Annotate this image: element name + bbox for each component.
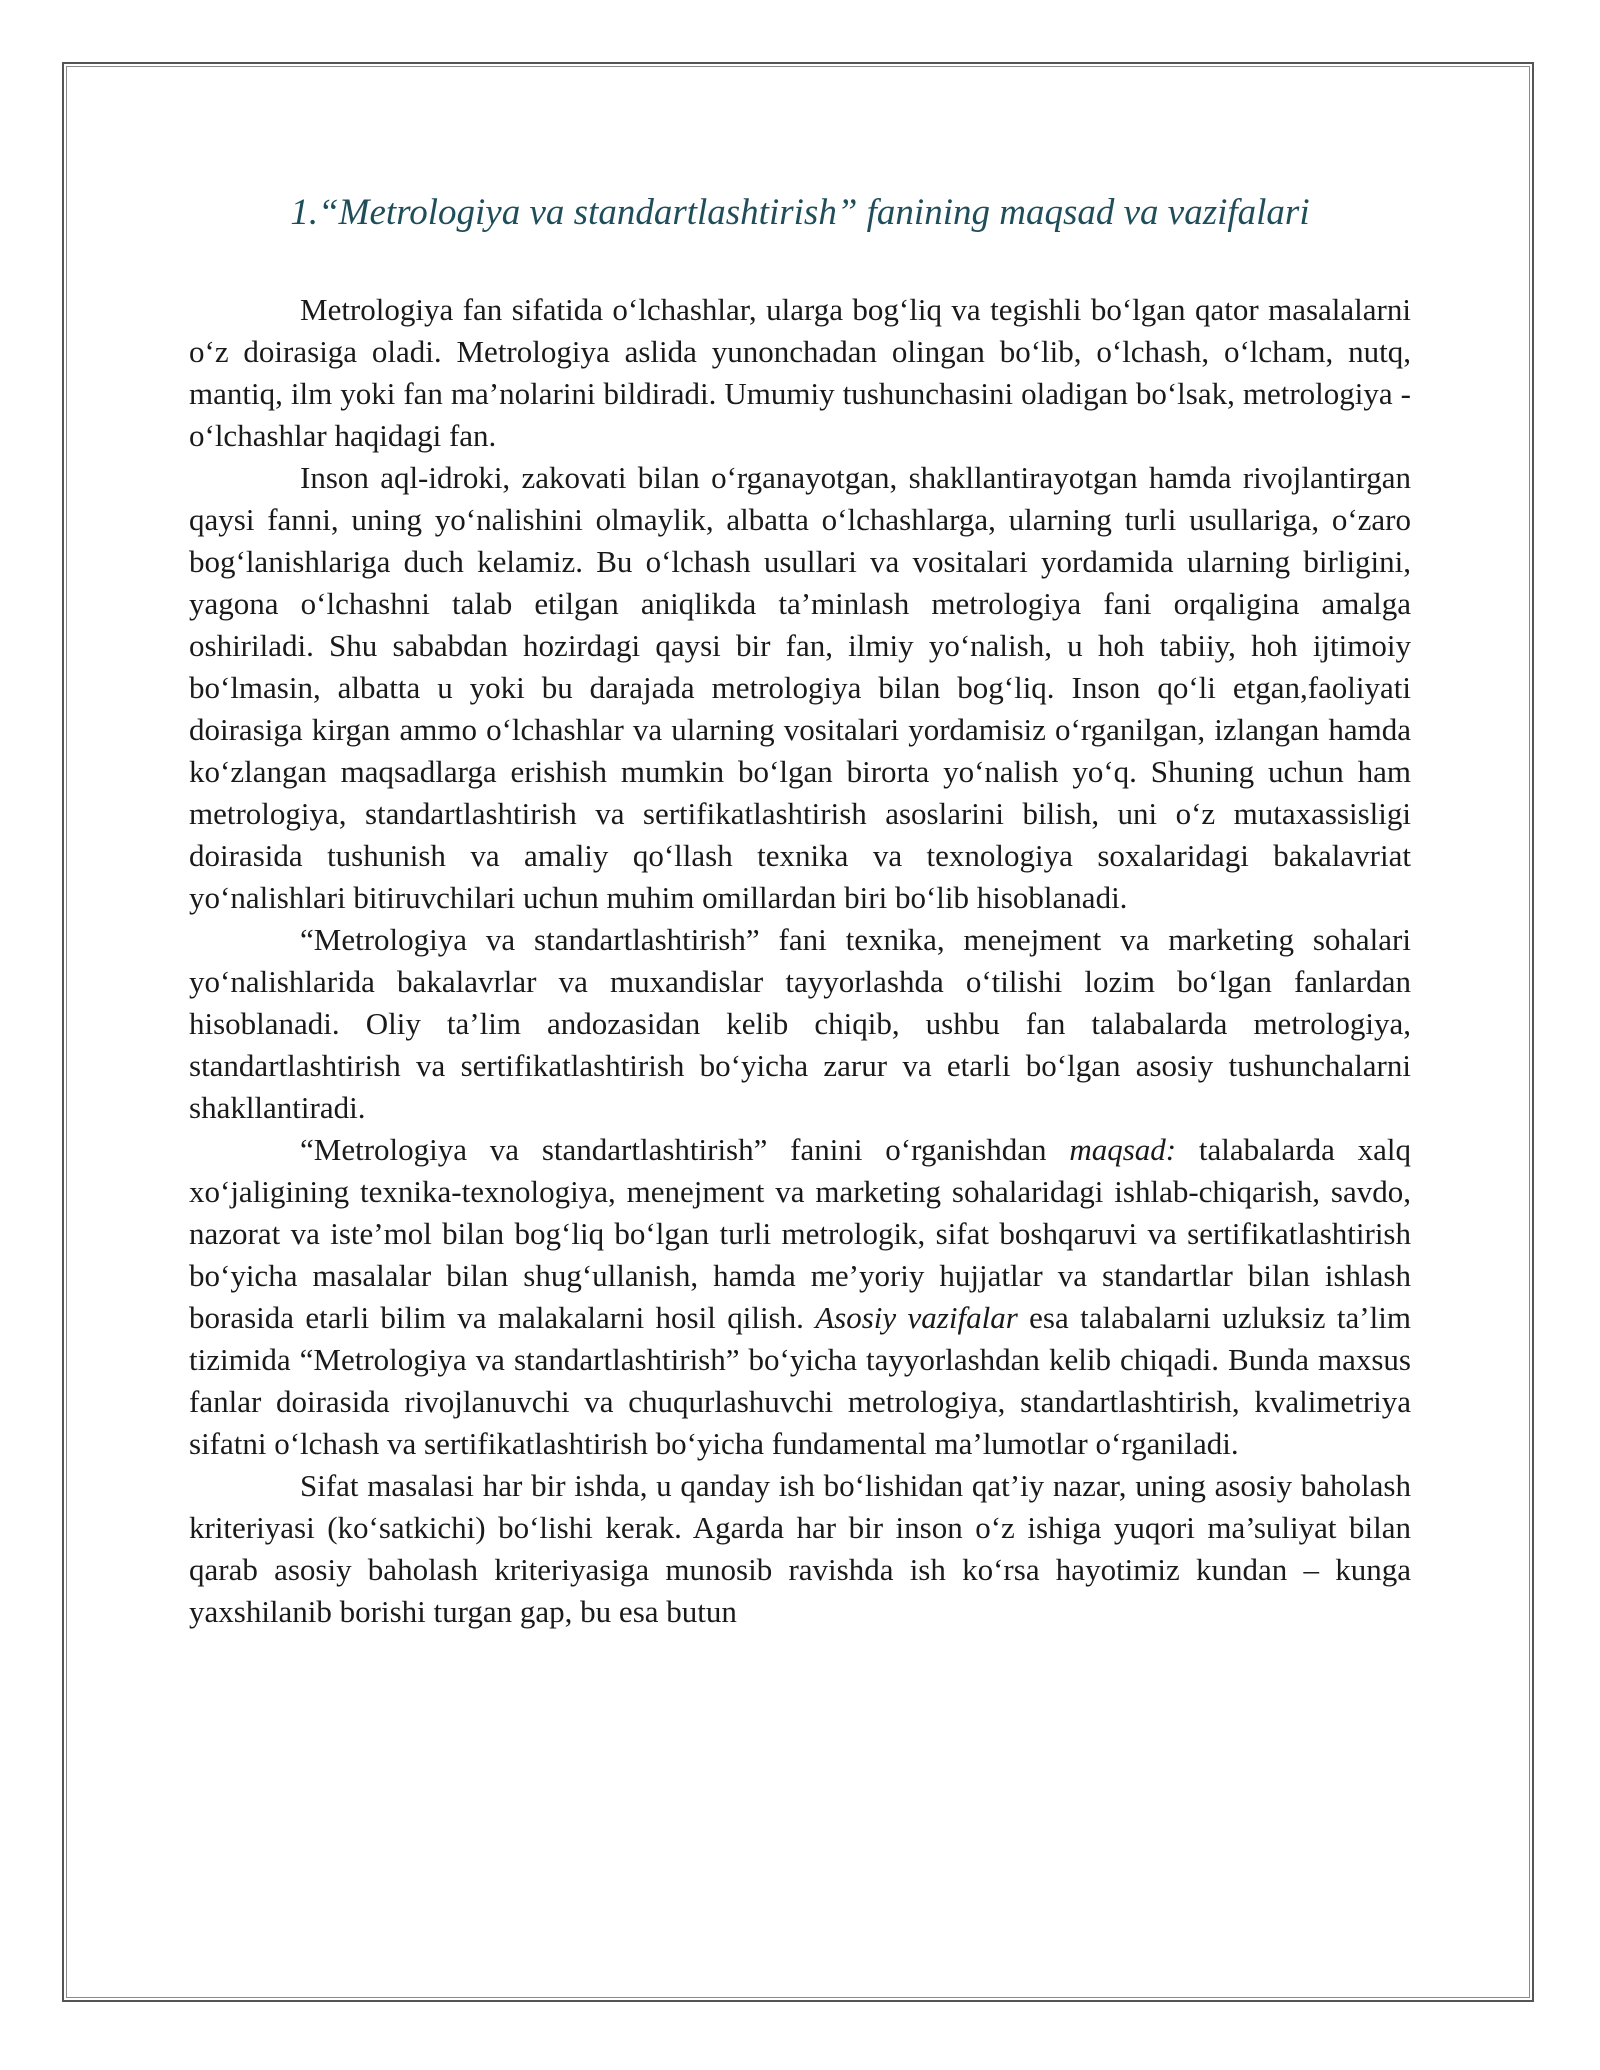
document-title: 1.“Metrologiya va standartlashtirish” fanining maqsad va vazifalari: [290, 192, 1310, 233]
paragraph-3: “Metrologiya va standartlashtirish” fani texnika, menejment va marketing sohalari yo‘nalishlarida bakalavrlar va muxandislar tayyorlashda o‘tilishi lozim bo‘lgan fanlardan hisoblanadi. Oliy ta’lim andozasidan kelib chiqib, ushbu fan talabalarda metrologiya, standartlashtirish va sertifikatlashtirish bo‘yicha zarur va etarli bo‘lgan asosiy tushunchalarni shakllantiradi.: [189, 922, 1411, 1125]
paragraph-4-text-2: talabalarda xalq xo‘jaligining texnika-texnologiya, menejment va marketing sohalaridagi ishlab-chiqarish, savdo, nazorat va iste’mol bilan bog‘liq bo‘lgan turli metrologik, sifat boshqaruvi va sertifikatlashtirish bo‘yicha masalalar bilan shug‘ullanish, hamda me’yoriy hujjatlar va standartlar bilan ishlash borasida etarli bilim va malakalarni hosil qilish.: [189, 1132, 1411, 1335]
paragraph-2: Inson aql-idroki, zakovati bilan o‘rganayotgan, shakllantirayotgan hamda rivojlantirgan qaysi fanni, uning yo‘nalishini olmaylik, albatta o‘lchashlarga, ularning turli usullariga, o‘zaro bog‘lanishlariga duch kelamiz. Bu o‘lchash usullari va vositalari yordamida ularning birligini, yagona o‘lchashni talab etilgan aniqlikda ta’minlash metrologiya fani orqaligina amalga oshiriladi. Shu sababdan hozirdagi qaysi bir fan, ilmiy yo‘nalish, u hoh tabiiy, hoh ijtimoiy bo‘lmasin, albatta u yoki bu darajada metrologiya bilan bog‘liq. Inson qo‘li etgan,faoliyati doirasiga kirgan ammo o‘lchashlar va ularning vositalari yordamisiz o‘rganilgan, izlangan hamda ko‘zlangan maqsadlarga erishish mumkin bo‘lgan birorta yo‘nalish yo‘q. Shuning uchun ham metrologiya, standartlashtirish va sertifikatlashtirish asoslarini bilish, uni o‘z mutaxassisligi doirasida tushunish va amaliy qo‘llash texnika va texnologiya soxalaridagi bakalavriat yo‘nalishlari bitiruvchilari uchun muhim omillardan biri bo‘lib hisoblanadi.: [189, 460, 1411, 915]
document-body: [189, 289, 1411, 1633]
paragraph-4-text-1: “Metrologiya va standartlashtirish” fanini o‘rganishdan: [300, 1132, 1070, 1167]
paragraph-1: Metrologiya fan sifatida o‘lchashlar, ularga bog‘liq va tegishli bo‘lgan qator masalalarni o‘z doirasiga oladi. Metrologiya aslida yunonchadan olingan bo‘lib, o‘lchash, o‘lcham, nutq, mantiq, ilm yoki fan ma’nolarini bildiradi. Umumiy tushunchasini oladigan bo‘lsak, metrologiya - o‘lchashlar haqidagi fan.: [189, 292, 1411, 453]
paragraph-4-text-3: esa talabalarni uzluksiz ta’lim tizimida “Metrologiya va standartlashtirish” bo‘yicha tayyorlashdan kelib chiqadi. Bunda maxsus fanlar doirasida rivojlanuvchi va chuqurlashuvchi metrologiya, standartlashtirish, kvalimetriya sifatni o‘lchash va sertifikatlashtirish bo‘yicha fundamental ma’lumotlar o‘rganiladi.: [189, 1300, 1411, 1461]
asosiy-vazifalar-emphasis: Asosiy vazifalar: [815, 1300, 1018, 1335]
paragraph-4: [189, 1129, 1411, 1465]
paragraph-5: Sifat masalasi har bir ishda, u qanday ish bo‘lishidan qat’iy nazar, uning asosiy baholash kriteriyasi (ko‘satkichi) bo‘lishi kerak. Agarda har bir inson o‘z ishiga yuqori ma’suliyat bilan qarab asosiy baholash kriteriyasiga munosib ravishda ish ko‘rsa hayotimiz kundan – kunga yaxshilanib borishi turgan gap, bu esa butun: [189, 1468, 1411, 1629]
maqsad-emphasis: maqsad:: [1069, 1132, 1177, 1167]
